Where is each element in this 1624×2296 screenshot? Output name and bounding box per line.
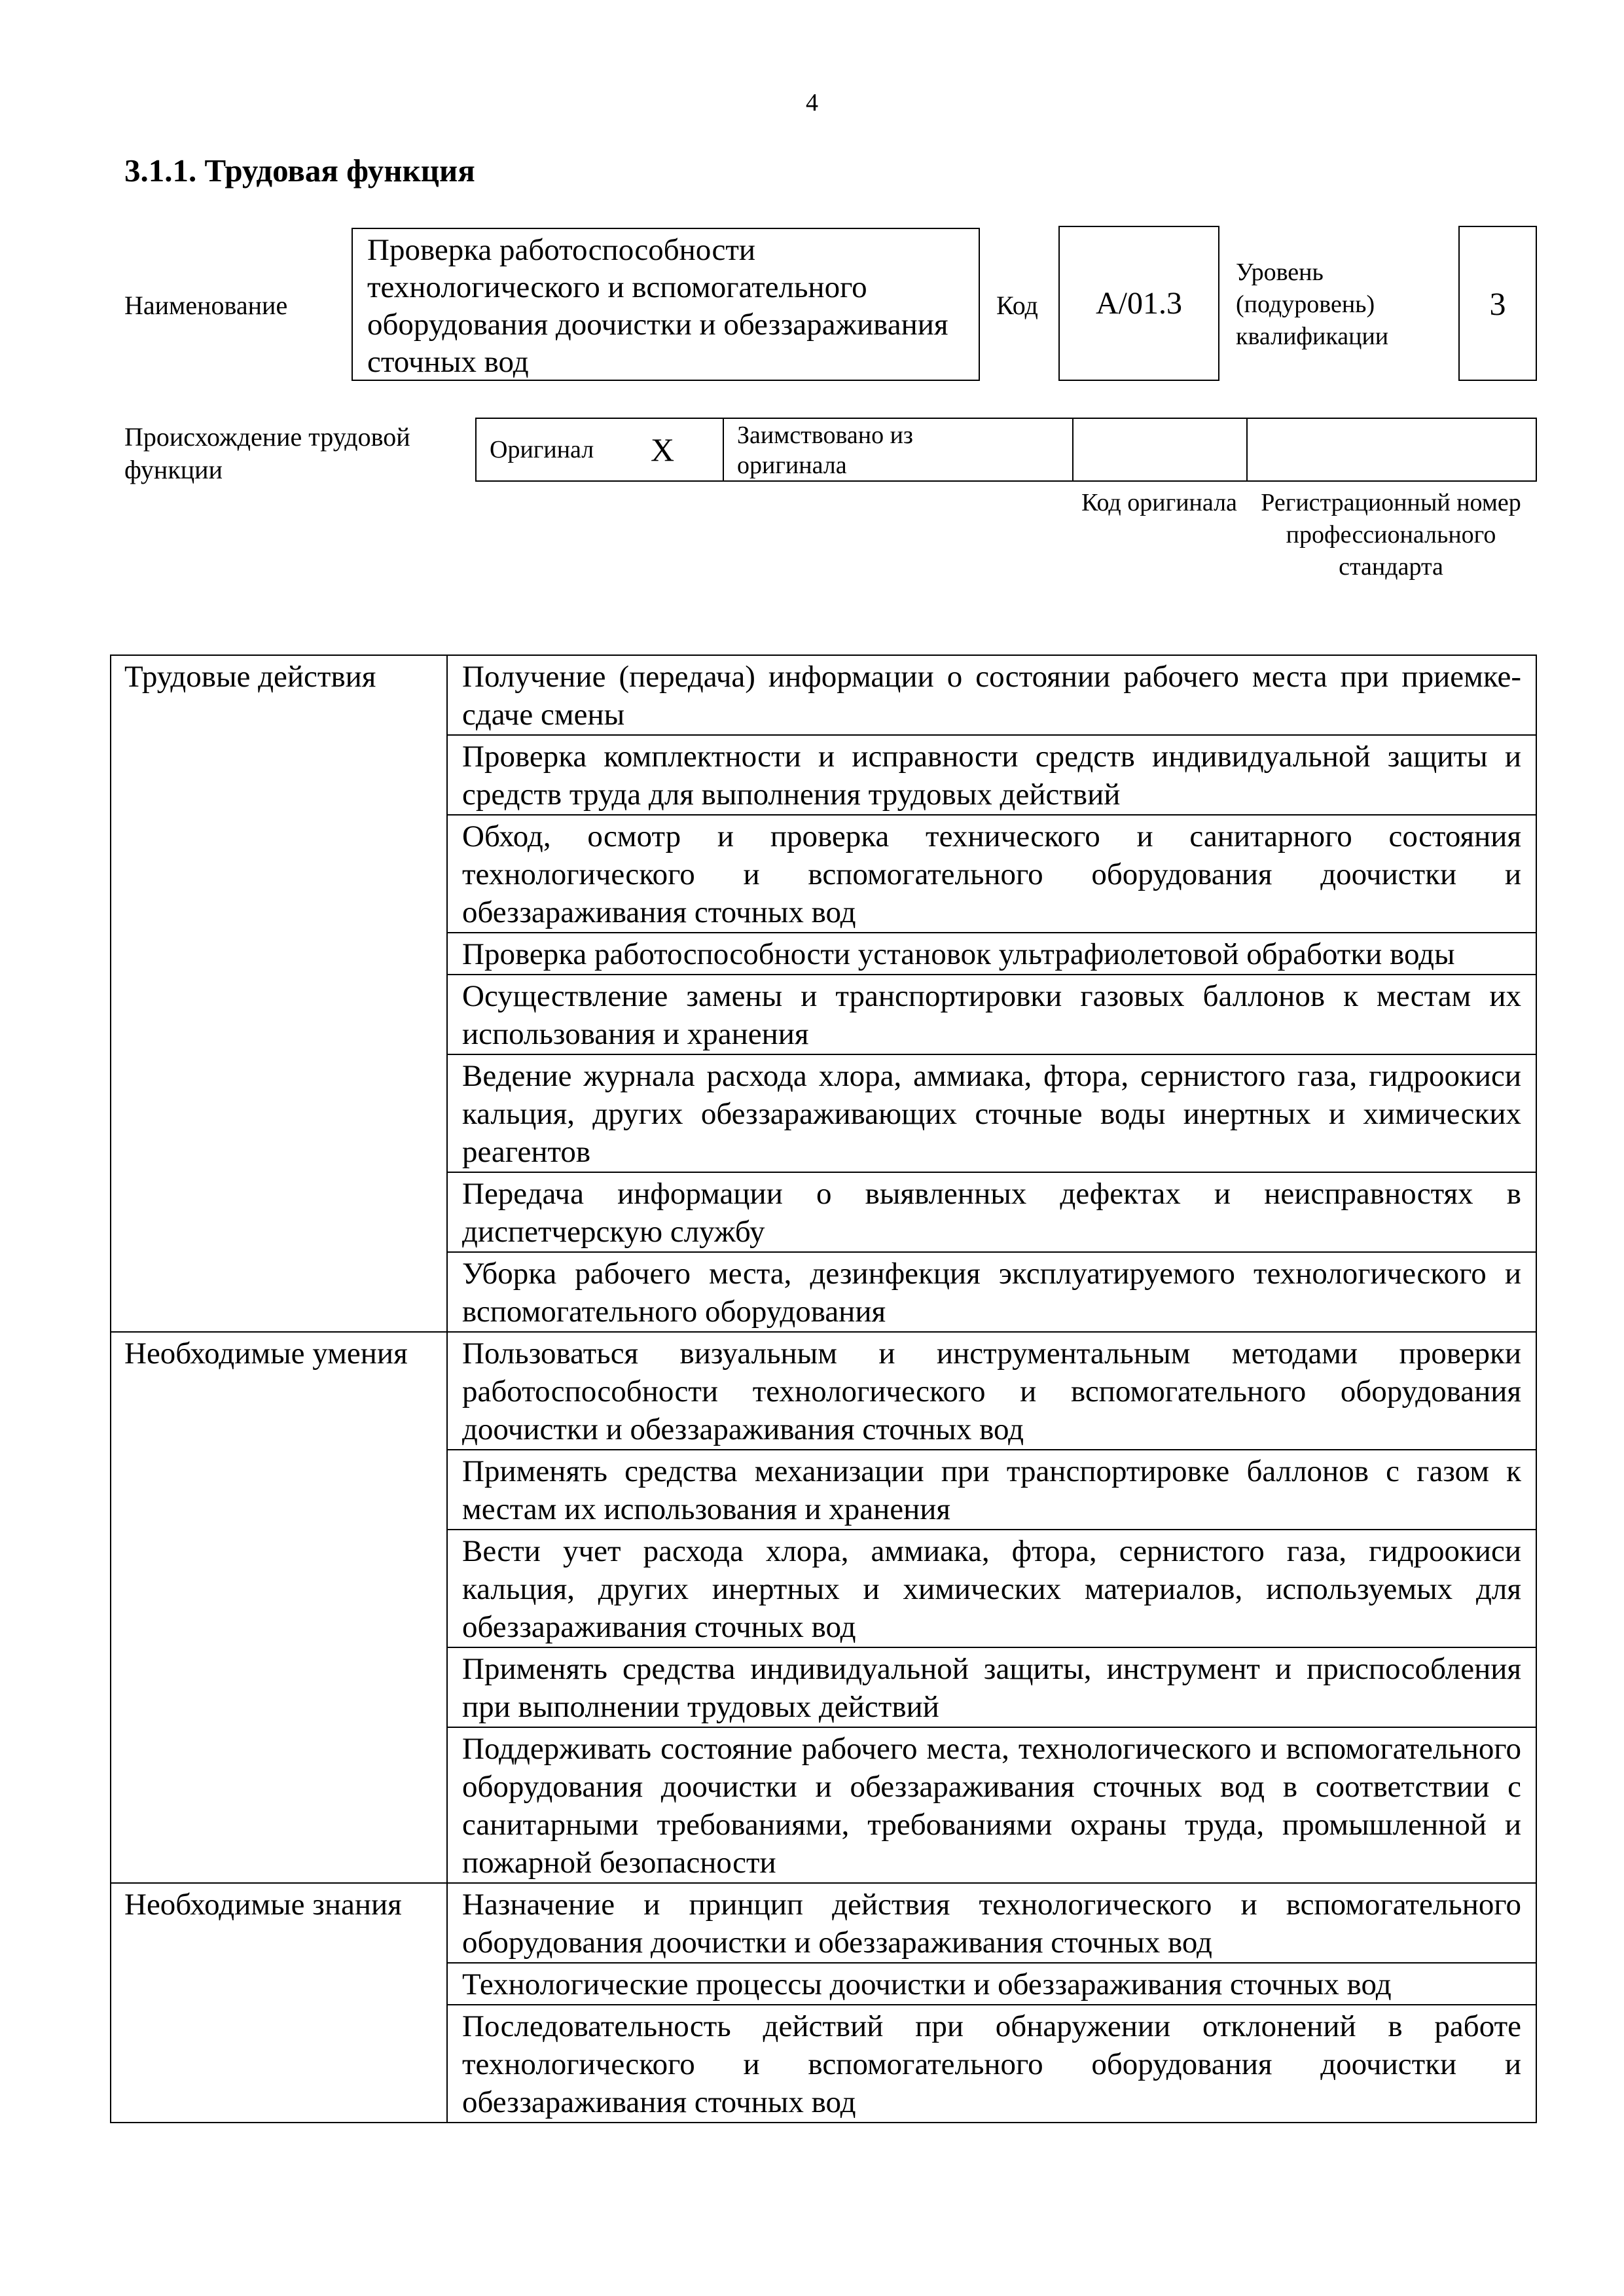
item-cell: Передача информации о выявленных дефектах и неисправностях в диспетчерскую службу	[447, 1172, 1536, 1252]
labor-function-table	[110, 655, 1537, 2123]
item-cell: Пользоваться визуальным и инструментальным методами проверки работоспособности технологического и вспомогательного оборудования доочистки и обеззараживания сточных вод	[447, 1332, 1536, 1450]
category-cell: Необходимые умения	[111, 1332, 447, 1883]
item-cell: Применять средства индивидуальной защиты, инструмент и приспособления при выполнении трудовых действий	[447, 1647, 1536, 1727]
level-cell	[1458, 226, 1537, 381]
name-label: Наименование	[124, 291, 288, 320]
item-cell: Получение (передача) информации о состоянии рабочего места при приемке-сдаче смены	[447, 655, 1536, 735]
item-cell: Ведение журнала расхода хлора, аммиака, фтора, сернистого газа, гидроокиси кальция, других обеззараживающих сточные воды инертных и химических реагентов	[447, 1054, 1536, 1172]
origin-divider-1	[723, 419, 724, 480]
item-cell: Обход, осмотр и проверка технического и санитарного состояния технологического и вспомогательного оборудования доочистки и обеззараживания сточных вод	[447, 815, 1536, 933]
origin-row	[475, 418, 1537, 482]
item-cell: Последовательность действий при обнаружении отклонений в работе технологического и вспомогательного оборудования доочистки и обеззараживания сточных вод	[447, 2005, 1536, 2123]
level-value: 3	[1489, 285, 1506, 322]
original-mark: X	[651, 431, 675, 468]
borrowed-label: Заимствовано из оригинала	[737, 422, 913, 479]
reg-number-caption: Регистрационный номер профессионального стандарта	[1261, 489, 1521, 581]
original-label: Оригинал	[490, 435, 594, 463]
code-original-caption: Код оригинала	[1081, 489, 1237, 516]
section-title: 3.1.1. Трудовая функция	[124, 152, 475, 188]
code-value: А/01.3	[1096, 286, 1182, 321]
item-cell: Поддерживать состояние рабочего места, технологического и вспомогательного оборудования доочистки и обеззараживания сточных вод в соответствии с санитарными требованиями, требованиями охраны труда, промышленной и пожарной безопасности	[447, 1727, 1536, 1883]
origin-label: Происхождение трудовой функции	[124, 422, 410, 484]
item-cell: Проверка комплектности и исправности средств индивидуальной защиты и средств труда для выполнения трудовых действий	[447, 735, 1536, 815]
item-cell: Проверка работоспособности установок ультрафиолетовой обработки воды	[447, 933, 1536, 975]
item-cell: Технологические процессы доочистки и обеззараживания сточных вод	[447, 1963, 1536, 2005]
item-cell: Назначение и принцип действия технологического и вспомогательного оборудования доочистки и обеззараживания сточных вод	[447, 1883, 1536, 1963]
level-label: Уровень (подуровень) квалификации	[1236, 259, 1389, 350]
code-cell	[1058, 226, 1219, 381]
page-number: 4	[806, 89, 818, 117]
item-cell: Применять средства механизации при транспортировке баллонов с газом к местам их использования и хранения	[447, 1450, 1536, 1530]
table-row	[111, 1883, 1536, 1963]
function-name-value: Проверка работоспособности технологического и вспомогательного оборудования доочистки и обеззараживания сточных вод	[367, 233, 948, 379]
item-cell: Осуществление замены и транспортировки газовых баллонов к местам их использования и хранения	[447, 975, 1536, 1054]
item-cell: Уборка рабочего места, дезинфекция эксплуатируемого технологического и вспомогательного оборудования	[447, 1252, 1536, 1332]
origin-divider-3	[1246, 419, 1248, 480]
category-cell: Необходимые знания	[111, 1883, 447, 2123]
table-row	[111, 1332, 1536, 1450]
code-label: Код	[996, 291, 1038, 320]
category-cell: Трудовые действия	[111, 655, 447, 1332]
function-name-cell	[352, 228, 980, 381]
table-row	[111, 655, 1536, 735]
item-cell: Вести учет расхода хлора, аммиака, фтора, сернистого газа, гидроокиси кальция, других инертных и химических материалов, используемых для обеззараживания сточных вод	[447, 1530, 1536, 1647]
origin-divider-2	[1072, 419, 1074, 480]
